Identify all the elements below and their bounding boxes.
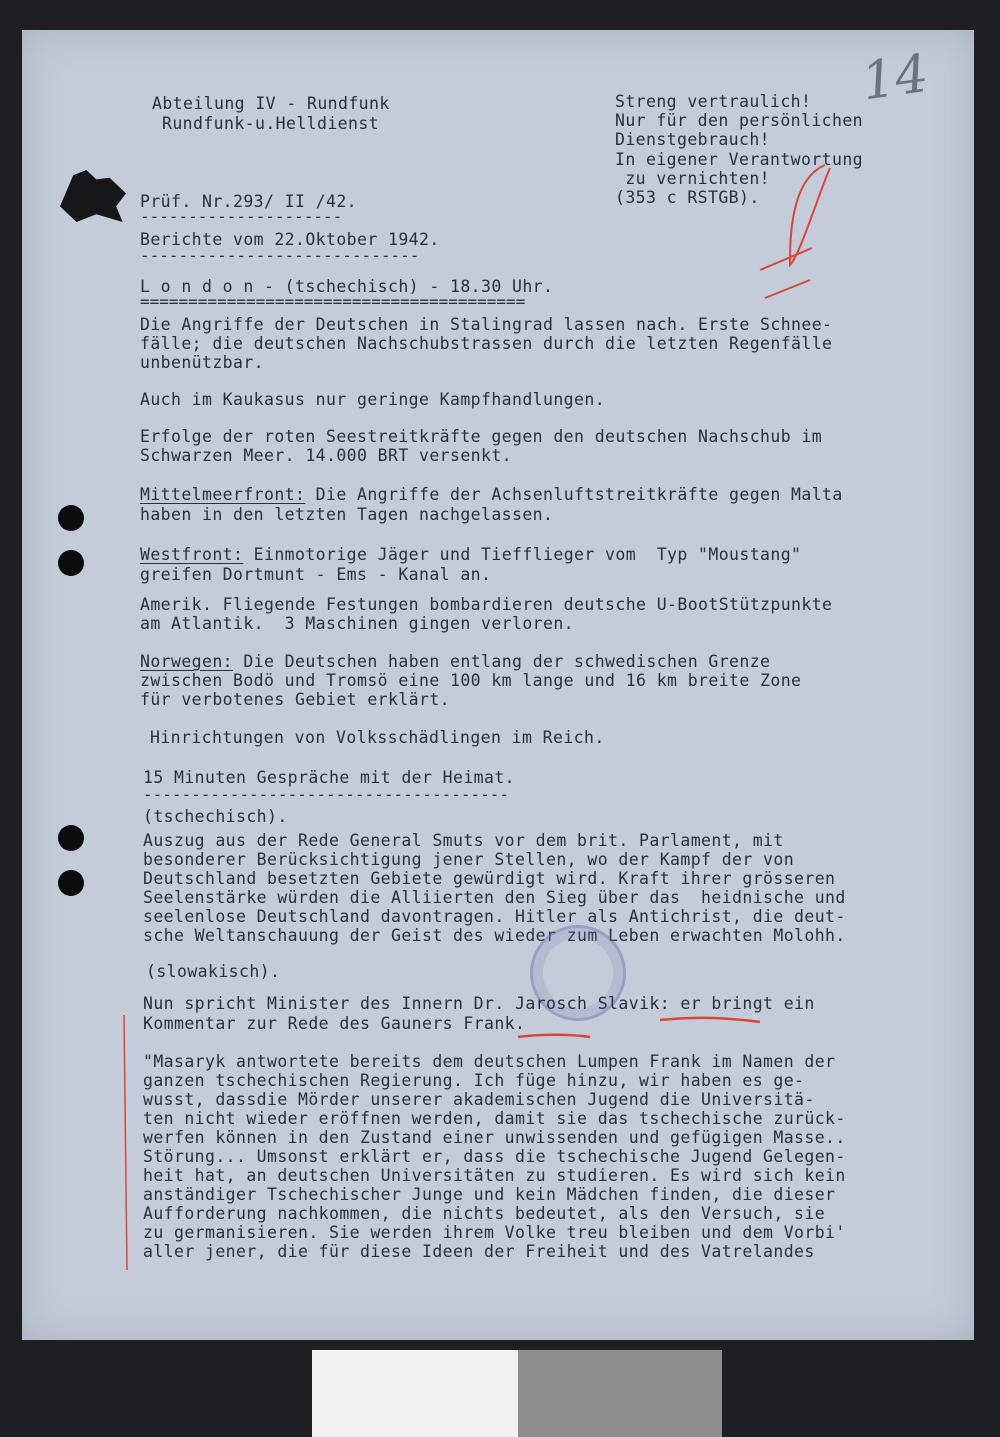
scan-calibration-strip xyxy=(0,1348,1000,1437)
label-mittelmeerfront: Mittelmeerfront: xyxy=(140,485,306,504)
paragraph-line: greifen Dortmunt - Ems - Kanal an. xyxy=(140,565,492,584)
language-label: (tschechisch). xyxy=(143,807,288,826)
archive-number: 14 xyxy=(858,43,933,113)
label-westfront: Westfront: xyxy=(140,545,244,564)
paragraph-line: Nun spricht Minister des Innern Dr. Jarosch Slavik: er bringt ein xyxy=(143,994,815,1013)
paragraph-line: seelenlose Deutschland davontragen. Hitler als Antichrist, die deut- xyxy=(143,907,846,926)
quote-line: "Masaryk antwortete bereits dem deutschen Lumpen Frank im Namen der xyxy=(143,1052,836,1071)
divider: ----------------------------- xyxy=(140,246,420,265)
quote-line: Aufforderung nachkommen, die nichts bedeutet, als den Versuch, sie xyxy=(143,1204,826,1223)
paragraph-line: Erfolge der roten Seestreitkräfte gegen den deutschen Nachschub im xyxy=(140,427,823,446)
confidential-line: In eigener Verantwortung xyxy=(615,150,864,169)
paragraph-line: Schwarzen Meer. 14.000 BRT versenkt. xyxy=(140,446,513,465)
paragraph-line: haben in den letzten Tagen nachgelassen. xyxy=(140,505,554,524)
punch-hole xyxy=(58,825,84,851)
divider: ======================================== xyxy=(140,292,526,311)
paragraph-line: besonderer Berücksichtigung jener Stellen, wo der Kampf der von xyxy=(143,850,795,869)
department-line-1: Abteilung IV - Rundfunk xyxy=(152,94,390,113)
white-patch xyxy=(312,1350,518,1437)
reference-number: Prüf. Nr.293/ II /42. xyxy=(140,192,358,211)
label-norwegen: Norwegen: xyxy=(140,652,234,671)
paragraph-line: Auszug aus der Rede General Smuts vor dem brit. Parlament, mit xyxy=(143,831,784,850)
divider: --------------------- xyxy=(140,207,343,226)
confidential-line: Streng vertraulich! xyxy=(615,92,812,111)
paragraph-line: fälle; die deutschen Nachschubstrassen durch die letzten Regenfälle xyxy=(140,334,833,353)
paragraph-line xyxy=(140,485,843,505)
paragraph-line: unbenützbar. xyxy=(140,353,265,372)
confidential-line: Dienstgebrauch! xyxy=(615,130,771,149)
punch-hole xyxy=(58,870,84,896)
report-date: Berichte vom 22.Oktober 1942. xyxy=(140,230,440,249)
paragraph-line: Die Angriffe der Deutschen in Stalingrad lassen nach. Erste Schnee- xyxy=(140,315,833,334)
quote-line: zu germanisieren. Sie werden ihrem Volke treu bleiben und dem Vorbi' xyxy=(143,1223,846,1242)
quote-line: heit hat, an deutschen Universitäten zu studieren. Es wird sich kein xyxy=(143,1166,846,1185)
section-heading-london: L o n d o n - (tschechisch) - 18.30 Uhr. xyxy=(140,277,554,296)
quote-line: anständiger Tschechischer Junge und kein Mädchen finden, die dieser xyxy=(143,1185,836,1204)
quote-line: Störung... Umsonst erklärt er, dass die tschechische Jugend Gelegen- xyxy=(143,1147,846,1166)
paragraph-line: sche Weltanschauung der Geist des wieder zum Leben erwachten Molohh. xyxy=(143,926,846,945)
confidential-line: zu vernichten! xyxy=(615,169,771,188)
torn-corner xyxy=(60,170,126,222)
paragraph-line: Seelenstärke würden die Alliierten den Sieg über das heidnische und xyxy=(143,888,846,907)
paragraph-line: Kommentar zur Rede des Gauners Frank. xyxy=(143,1014,526,1033)
paragraph-line: zwischen Bodö und Tromsö eine 100 km lange und 16 km breite Zone xyxy=(140,671,802,690)
quote-line: ten nicht wieder eröffnen werden, damit sie das tschechische zurück- xyxy=(143,1109,846,1128)
paragraph-line: Auch im Kaukasus nur geringe Kampfhandlungen. xyxy=(140,390,606,409)
confidential-line: (353 c RSTGB). xyxy=(615,188,760,207)
text: Einmotorige Jäger und Tiefflieger vom Typ "Moustang" xyxy=(243,545,802,564)
paragraph-line: für verbotenes Gebiet erklärt. xyxy=(140,690,451,709)
divider: -------------------------------------- xyxy=(143,785,510,804)
quote-line: ganzen tschechischen Regierung. Ich füge hinzu, wir haben es ge- xyxy=(143,1071,805,1090)
language-label: (slowakisch). xyxy=(146,962,281,981)
paragraph-line xyxy=(140,545,801,565)
quote-line: wusst, dassdie Mörder unserer akademischen Jugend die Universitä- xyxy=(143,1090,815,1109)
paragraph-line: am Atlantik. 3 Maschinen gingen verloren. xyxy=(140,614,575,633)
department-line-2: Rundfunk-u.Helldienst xyxy=(162,114,380,133)
text: Die Deutschen haben entlang der schwedischen Grenze xyxy=(233,652,771,671)
paragraph-line: Deutschland besetzten Gebiete gewürdigt wird. Kraft ihrer grösseren xyxy=(143,869,836,888)
grey-patch xyxy=(518,1350,722,1437)
punch-hole xyxy=(58,505,84,531)
punch-hole xyxy=(58,550,84,576)
paragraph-line: Hinrichtungen von Volksschädlingen im Reich. xyxy=(150,728,605,747)
text: Die Angriffe der Achsenluftstreitkräfte gegen Malta xyxy=(305,485,843,504)
section-heading-gespraeche: 15 Minuten Gespräche mit der Heimat. xyxy=(143,768,516,787)
confidential-line: Nur für den persönlichen xyxy=(615,111,864,130)
paragraph-line xyxy=(140,652,770,672)
quote-line: werfen können in den Zustand einer unwissenden und gefügigen Masse.. xyxy=(143,1128,846,1147)
quote-line: aller jener, die für diese Ideen der Freiheit und des Vatrelandes xyxy=(143,1242,815,1261)
paragraph-line: Amerik. Fliegende Festungen bombardieren deutsche U-BootStützpunkte xyxy=(140,595,833,614)
